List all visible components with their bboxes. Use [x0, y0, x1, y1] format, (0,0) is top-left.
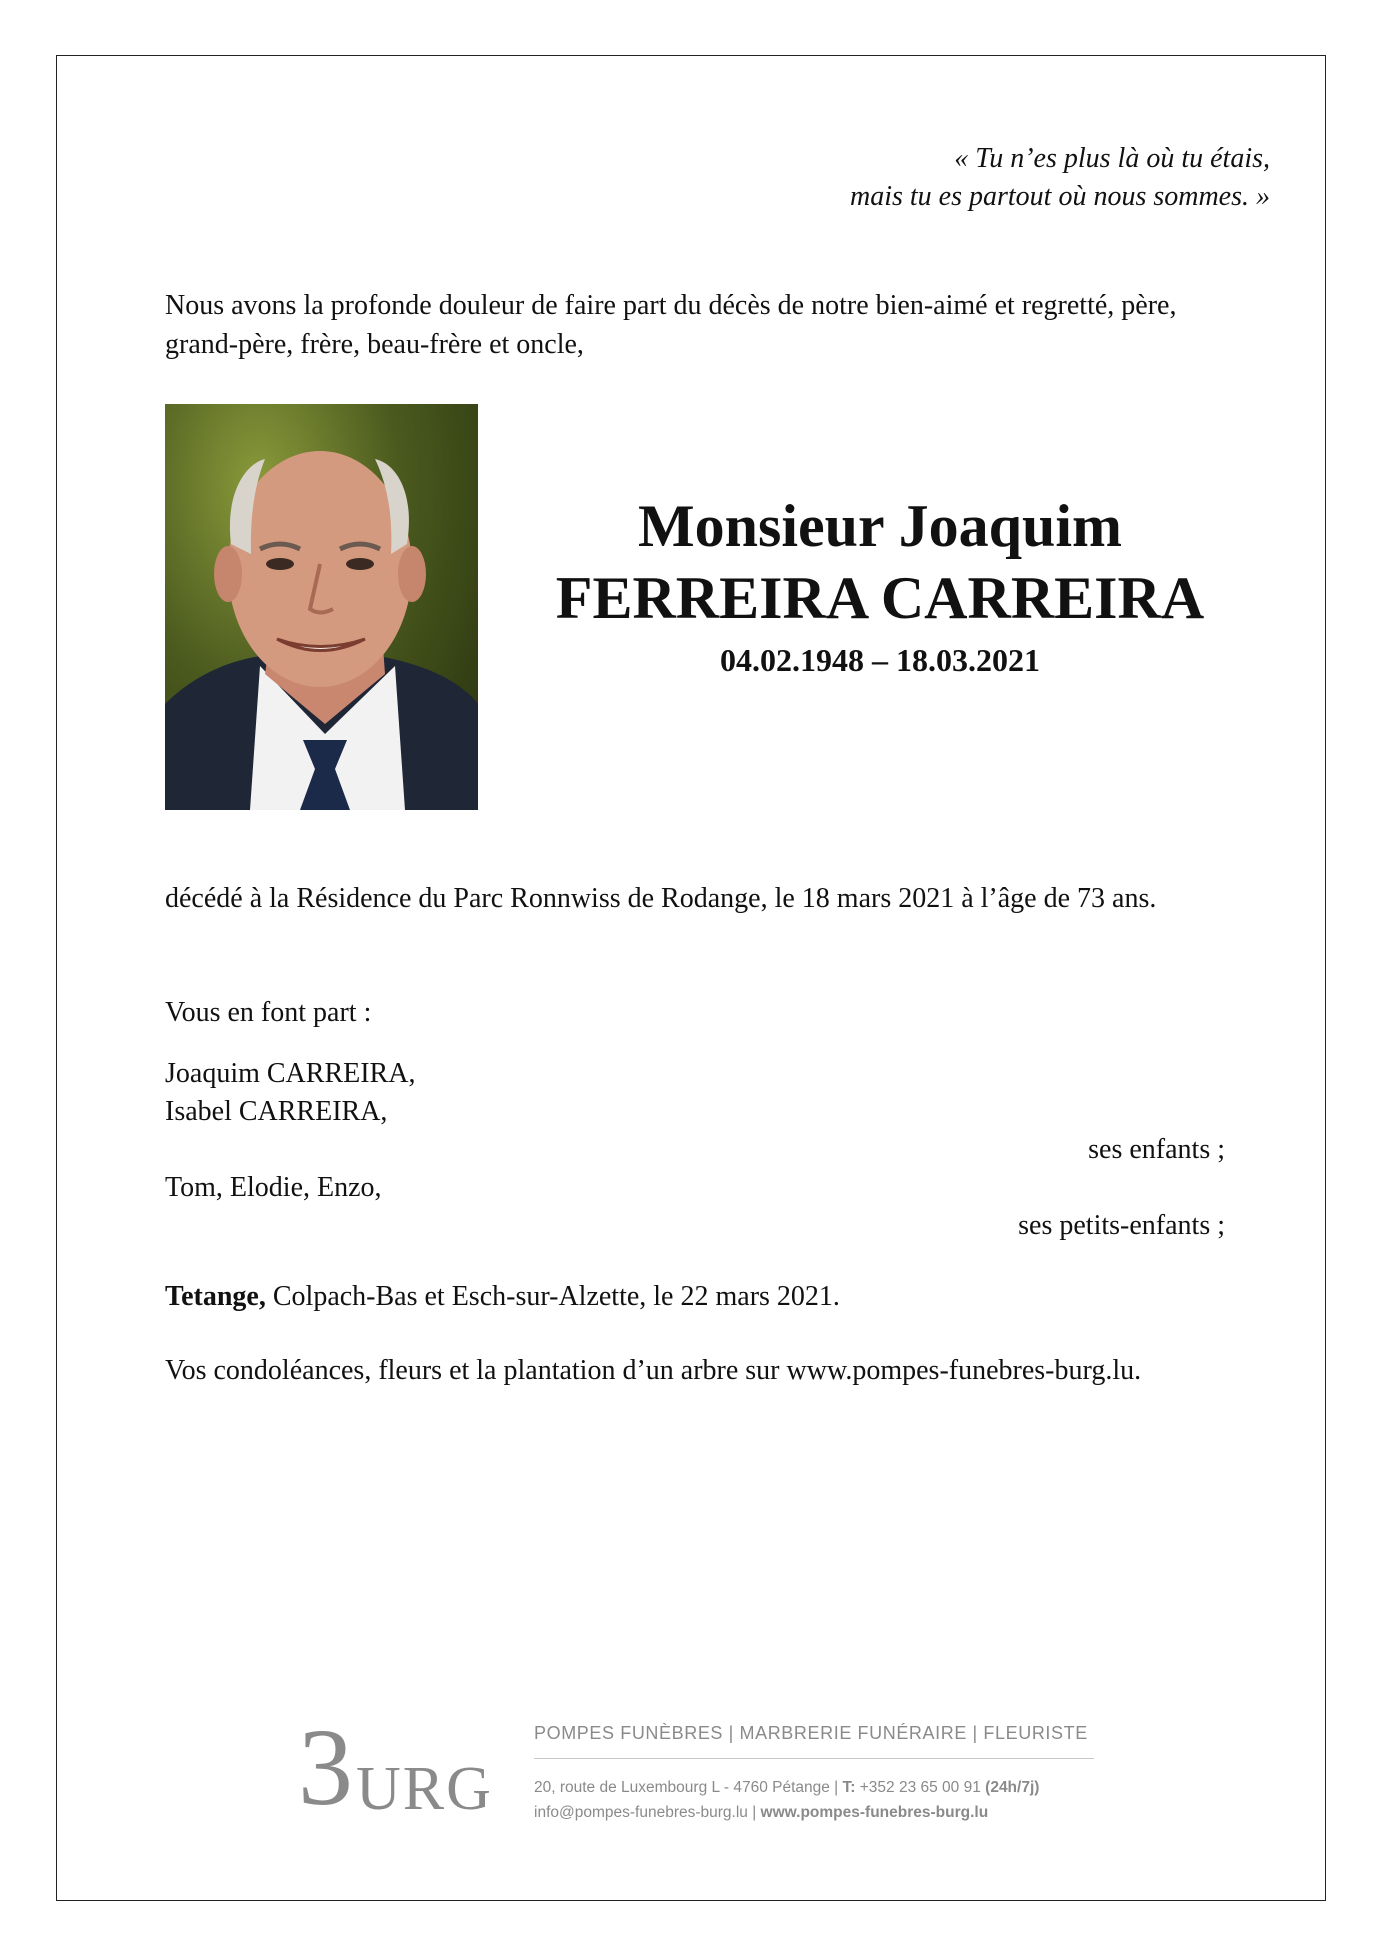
intro-paragraph: Nous avons la profonde douleur de faire part du décès de notre bien-aimé et regretté, père, grand-père, frère, beau-frère et oncle, — [165, 290, 1177, 360]
logo-wordmark: URG — [356, 1755, 493, 1823]
footer-phone: +352 23 65 00 91 — [855, 1779, 986, 1796]
footer-address: 20, route de Luxembourg L - 4760 Pétange | — [534, 1779, 843, 1796]
portrait-photo — [165, 404, 478, 810]
family-child-2: Isabel CARREIRA, — [165, 1096, 388, 1127]
location-date-line — [165, 1278, 1225, 1316]
deceased-name-block — [520, 490, 1240, 682]
family-grandchildren: Tom, Elodie, Enzo, — [165, 1172, 382, 1203]
deceased-name-line-2: FERREIRA CARREIRA — [555, 565, 1205, 631]
grandchildren-label: ses petits-enfants ; — [1018, 1210, 1225, 1241]
quote-line-2: mais tu es partout où nous sommes. » — [849, 181, 1270, 212]
children-label: ses enfants ; — [1088, 1134, 1225, 1165]
footer-website[interactable]: www.pompes-funebres-burg.lu — [760, 1804, 989, 1821]
life-dates: 04.02.1948 – 18.03.2021 — [720, 642, 1040, 678]
footer-phone-hours: (24h/7j) — [985, 1779, 1040, 1796]
footer-email[interactable]: info@pompes-funebres-burg.lu | — [534, 1804, 761, 1821]
deceased-name-line-1: Monsieur Joaquim — [638, 493, 1122, 559]
footer-address-line — [534, 1775, 1094, 1800]
quote-line-1: « Tu n’es plus là où tu étais, — [954, 143, 1270, 174]
footer-phone-label: T: — [842, 1779, 856, 1796]
footer-services: POMPES FUNÈBRES | MARBRERIE FUNÉRAIRE | FLEURISTE — [534, 1723, 1094, 1759]
family-list — [165, 1055, 1225, 1245]
location-town: Tetange, — [165, 1281, 266, 1312]
announcers-intro: Vous en font part : — [165, 997, 372, 1028]
burg-logo — [298, 1706, 493, 1828]
footer-web-line — [534, 1800, 1094, 1825]
family-child-1: Joaquim CARREIRA, — [165, 1058, 416, 1089]
footer-contact — [534, 1723, 1094, 1825]
location-rest: Colpach-Bas et Esch-sur-Alzette, le 22 mars 2021. — [265, 1281, 840, 1312]
death-notice: décédé à la Résidence du Parc Ronnwiss de Rodange, le 18 mars 2021 à l’âge de 73 ans. — [165, 883, 1157, 914]
epitaph-quote — [850, 140, 1270, 216]
logo-mark: 3 — [298, 1706, 353, 1828]
condolences-note: Vos condoléances, fleurs et la plantation d’un arbre sur www.pompes-funebres-burg.lu. — [165, 1355, 1142, 1386]
